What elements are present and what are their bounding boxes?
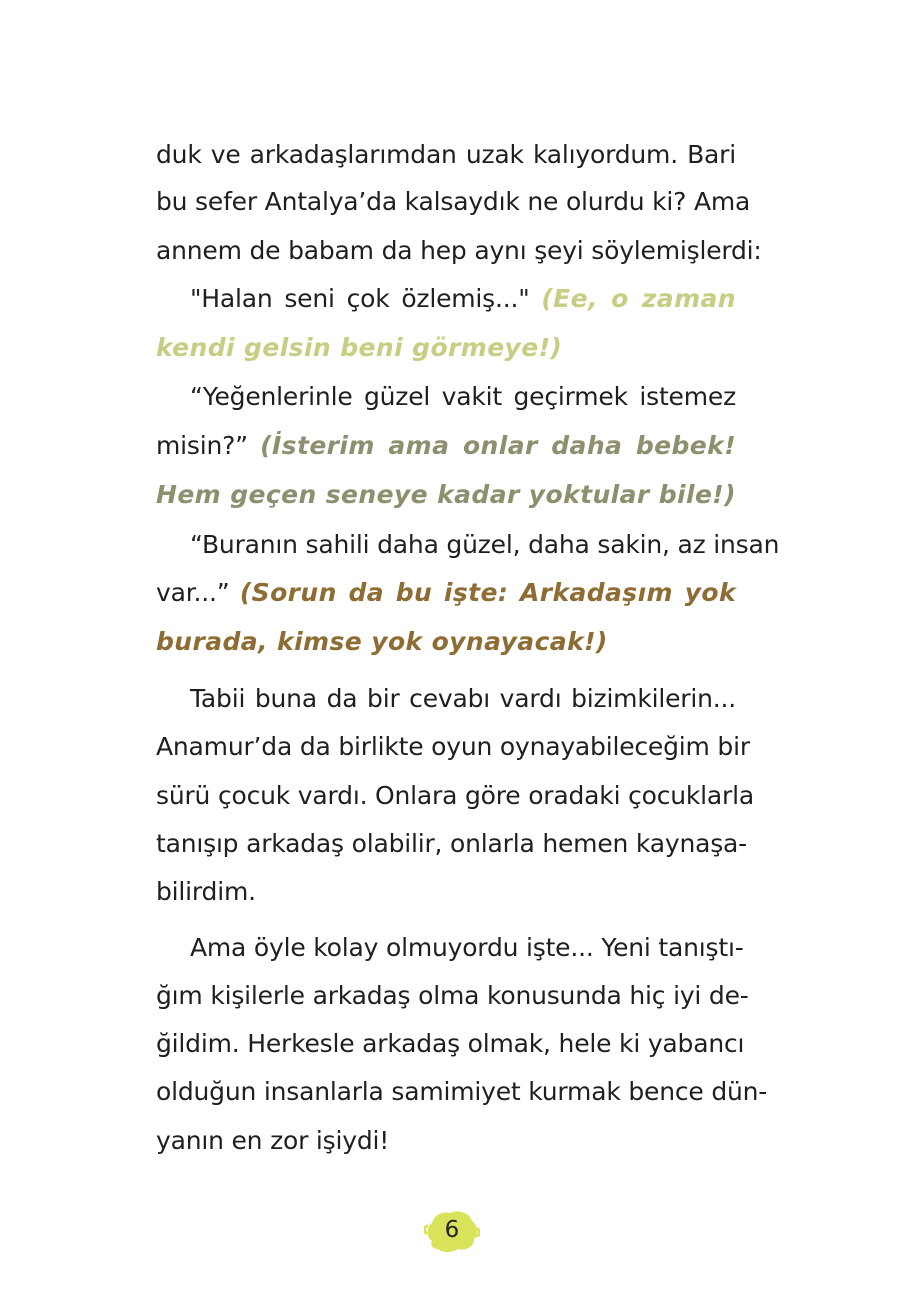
paragraph-3-line-4: olduğun insanlarla samimiyet kurmak bence dün- (156, 1077, 768, 1106)
paragraph-1-line-3: annem de babam da hep aynı şeyi söylemişlerdi: (156, 236, 762, 265)
paragraph-2-line-1: Tabii buna da bir cevabı vardı bizimkilerin... (190, 684, 736, 713)
quote-3-text-end: var...” (156, 578, 230, 607)
paragraph-2-line-3: sürü çocuk vardı. Onlara göre oradaki çocuklarla (156, 781, 754, 810)
quote-3-note-part-1: (Sorun da bu işte: Arkadaşım yok (239, 578, 736, 607)
paragraph-1-line-1: duk ve arkadaşlarımdan uzak kalıyordum. Bari (156, 140, 736, 169)
paragraph-1-line-2: bu sefer Antalya’da kalsaydık ne olurdu ki? Ama (156, 187, 751, 216)
quote-2-line-1: “Yeğenlerinle güzel vakit geçirmek istemez (190, 382, 736, 411)
quote-2-text-end: misin?” (156, 431, 248, 460)
quote-1-note-part-2: kendi gelsin beni görmeye!) (156, 333, 563, 362)
quote-3-line-1: “Buranın sahili daha güzel, daha sakin, az insan (190, 530, 780, 559)
paragraph-2-line-2: Anamur’da da birlikte oyun oynayabileceğim bir (156, 732, 750, 761)
quote-2-note-part-2: Hem geçen seneye kadar yoktular bile!) (156, 480, 736, 509)
paragraph-3-line-1: Ama öyle kolay olmuyordu işte... Yeni tanıştı- (190, 933, 744, 962)
paragraph-3-line-5: yanın en zor işiydi! (156, 1126, 390, 1155)
quote-3-line-3 (156, 625, 736, 659)
paragraph-2-line-5: bilirdim. (156, 877, 256, 906)
quote-2-line-2 (156, 429, 736, 463)
page-number (424, 1207, 480, 1255)
quote-1-line-1 (190, 282, 736, 316)
page-number-label: 6 (444, 1217, 460, 1243)
quote-3-note-part-2: burada, kimse yok oynayacak!) (156, 627, 608, 656)
quote-1-note-part-1: (Ee, o zaman (541, 284, 736, 313)
quote-1-line-2 (156, 331, 736, 365)
quote-2-note-part-1: (İsterim ama onlar daha bebek! (260, 431, 736, 460)
paragraph-2-line-4: tanışıp arkadaş olabilir, onlarla hemen kaynaşa- (156, 829, 747, 858)
paragraph-3-line-3: ğildim. Herkesle arkadaş olmak, hele ki yabancı (156, 1029, 745, 1058)
quote-3-line-2 (156, 576, 736, 610)
paragraph-3-line-2: ğım kişilerle arkadaş olma konusunda hiç iyi de- (156, 981, 749, 1010)
quote-2-line-3 (156, 478, 736, 512)
quote-1-text: "Halan seni çok özlemiş..." (190, 284, 530, 313)
